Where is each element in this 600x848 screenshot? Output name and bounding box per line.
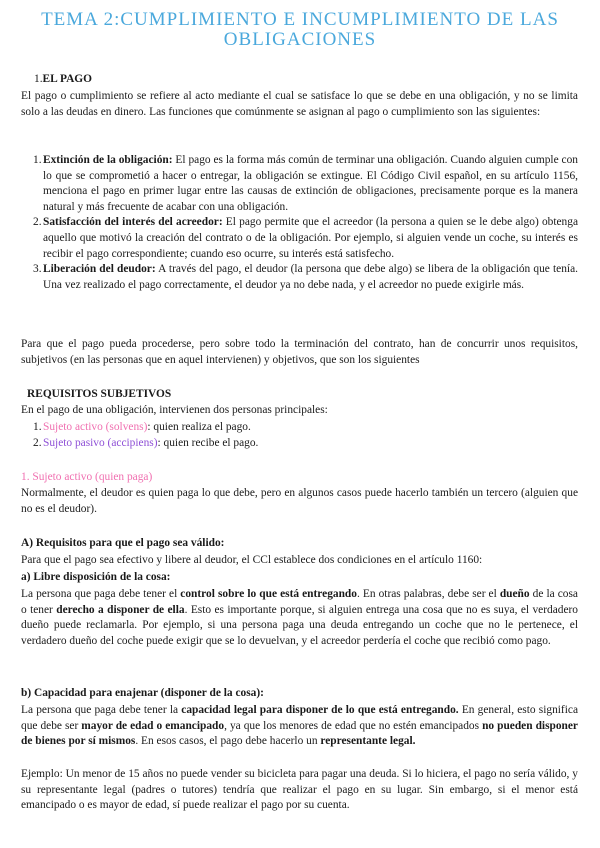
capacidad-text: La persona que paga debe tener la capacidad legal para disponer de lo que está entregando. En general, esto significa que debe ser mayor de edad o emancipado, ya que los menores de edad que no estén emancipados no pueden disponer de bienes por sí mismos. En esos casos, el pago debe hacerlo un representante legal. [21,704,579,748]
list-label: Satisfacción del interés del acreedor: [43,216,223,229]
list-text: El pago permite que el acreedor (la persona a quien se le debe algo) obtenga aquello que motivó la creación del contrato o de la obligación. Por ejemplo, si alguien vende un coche, su interés es recibir el pago correspondiente; cuando eso ocurre, su interés está satisfecho. [43,216,578,260]
section-title: EL PAGO [42,73,93,85]
sujeto-activo-text: Normalmente, el deudor es quien paga lo que debe, pero en algunos casos puede hacerlo también un tercero (alguien que no es el deudor). [21,487,578,515]
section-heading-el-pago [21,72,578,88]
list-number: 3. [33,263,42,276]
validez-heading: A) Requisitos para que el pago sea válido: [21,537,225,549]
sujetos-list [21,420,578,451]
document-title [20,10,580,50]
ejemplo-paragraph: Ejemplo: Un menor de 15 años no puede vender su bicicleta para pagar una deuda. Si lo hiciera, el pago no sería válido, y su representante legal (padres o tutores) tendría que realizar el pago en su lugar. Sin embargo, si el menor está emancipado o es mayor de edad, sí puede realizar el pago por su cuenta. [21,768,578,812]
list-text: : quien realiza el pago. [147,421,251,433]
list-text: El pago es la forma más común de terminar una obligación. Cuando alguien cumple con lo que se comprometió a hacer o entregar, la obligación se extingue. El Código Civil español, en su artículo 1156, menciona el pago en primer lugar entre las causas de extinción de obligaciones, precisamente porque es la manera natural y más frecuente de acabar con una obligación. [43,154,578,213]
list-number: 2. [33,216,42,229]
libre-disposicion-heading: a) Libre disposición de la cosa: [21,571,171,583]
list-item [21,262,578,293]
sujeto-activo-label: Sujeto activo (solvens) [43,421,148,433]
list-number: 2. [33,436,42,449]
title-line-1: TEMA 2:CUMPLIMIENTO E INCUMPLIMIENTO DE LAS [41,9,559,30]
title-line-2: OBLIGACIONES [223,29,377,50]
functions-list [21,153,578,293]
validez-text: Para que el pago sea efectivo y libere al deudor, el CCl establece dos condiciones en el artículo 1160: [21,554,483,566]
requisitos-subjetivos-intro: En el pago de una obligación, intervienen dos personas principales: [21,404,328,416]
list-text: A través del pago, el deudor (la persona que debe algo) se libera de la obligación que tenía. Una vez realizado el pago correctamente, el deudor ya no debe nada, y el acreedor no puede exigirle más. [43,263,578,291]
capacidad-heading: b) Capacidad para enajenar (disponer de la cosa): [21,687,264,699]
list-label: Liberación del deudor: [43,263,156,276]
list-item [21,420,578,436]
list-item [21,436,578,452]
list-item [21,215,578,262]
requisitos-subjetivos-heading: REQUISITOS SUBJETIVOS [27,388,172,400]
sujeto-activo-heading: 1. Sujeto activo (quien paga) [21,471,153,483]
requisitos-paragraph: Para que el pago pueda procederse, pero sobre todo la terminación del contrato, han de concurrir unos requisitos, subjetivos (en las personas que en aquel intervienen) y objetivos, que son los siguientes [21,338,578,366]
libre-disposicion-text: La persona que paga debe tener el control sobre lo que está entregando. En otras palabras, debe ser el dueño de la cosa o tener derecho a disponer de ella. Esto es importante porque, si alguien entrega una cosa que no es suya, el verdadero dueño puede reclamarla. Por ejemplo, si una persona paga una deuda entregando un coche que no le pertenece, el verdadero dueño del coche puede exigir que se lo devuelvan, y el acreedor perdería el coche que recibió como pago. [21,588,578,647]
list-label: Extinción de la obligación: [43,154,173,166]
sujeto-pasivo-label: Sujeto pasivo (accipiens) [43,436,158,449]
list-number: 1. [33,154,42,166]
list-text: : quien recibe el pago. [157,436,259,449]
section-number: 1. [34,73,43,85]
el-pago-intro: El pago o cumplimiento se refiere al acto mediante el cual se satisface lo que se debe en una obligación, y no se limita solo a las deudas en dinero. Las funciones que comúnmente se asignan al pago o cumplimiento son las siguientes: [21,90,578,118]
list-number: 1. [33,421,42,433]
list-item [21,153,578,215]
